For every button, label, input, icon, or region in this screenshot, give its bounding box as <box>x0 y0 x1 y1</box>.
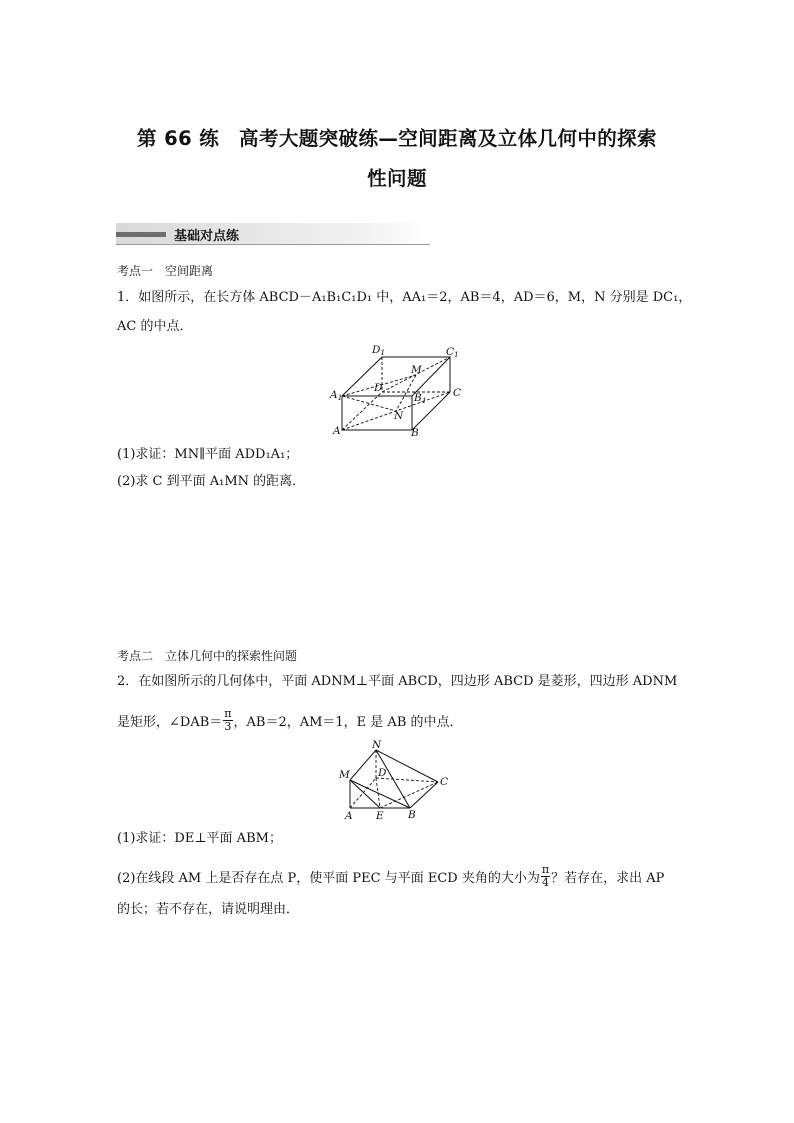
edge-me <box>350 780 380 808</box>
hidden-segment-mn <box>396 375 416 411</box>
problem-1-line-1: 1．如图所示，在长方体 ABCD－A₁B₁C₁D₁ 中，AA₁＝2，AB＝4，AD＝6，M，N 分别是 DC₁， <box>117 290 692 305</box>
fraction-pi-over-4-numerator: π <box>541 863 550 876</box>
label-a: A <box>345 810 353 822</box>
fraction-pi-over-3-denominator: 3 <box>224 720 232 733</box>
label-e: E <box>376 810 384 822</box>
label-c: C <box>440 776 449 788</box>
label-b: B <box>408 809 416 821</box>
banner-bar-decoration <box>116 232 166 237</box>
fraction-pi-over-3-numerator: π <box>224 707 232 720</box>
top-face-edges <box>342 357 450 396</box>
hidden-segment-ec <box>380 782 438 808</box>
label-b1: B1 <box>414 392 427 405</box>
problem-2-line-1: 2．在如图所示的几何体中，平面 ADNM⊥平面 ABCD，四边形 ABCD 是菱形，四边形 ADNM <box>117 674 678 689</box>
hidden-segment-de <box>376 778 380 808</box>
problem-2-question-2-line-2: 的长；若不存在，请说明理由． <box>117 902 300 917</box>
problem-2-question-1: (1)求证：DE⊥平面 ABM； <box>117 831 282 846</box>
problem-1-line-2: AC 的中点． <box>117 319 193 334</box>
label-b: B <box>411 427 419 438</box>
section-heading-2: 考点二 立体几何中的探索性问题 <box>117 649 298 663</box>
label-a: A <box>333 425 341 437</box>
label-c: C <box>453 387 462 399</box>
section-banner <box>116 223 430 245</box>
problem-2-question-2-start: (2)在线段 AM 上是否存在点 P，使平面 PEC 与平面 ECD 夹角的大小为 <box>117 871 540 886</box>
problem-2-line-2-end: ，AB＝2，AM＝1，E 是 AB 的中点． <box>233 715 463 730</box>
problem-1-question-2: (2)求 C 到平面 A₁MN 的距离． <box>117 474 306 489</box>
polyhedron-figure <box>336 738 456 824</box>
edge-mn <box>350 750 376 780</box>
banner-underline <box>116 244 430 245</box>
label-d: D <box>374 382 383 394</box>
edge-mb <box>350 780 410 808</box>
fraction-pi-over-3 <box>223 708 232 733</box>
page-title-line-2: 性问题 <box>367 167 427 190</box>
label-c1: C1 <box>446 346 459 359</box>
edge-bc <box>410 782 438 808</box>
problem-2-question-2-end: ？若存在，求出 AP <box>551 871 665 886</box>
label-n: N <box>372 739 382 751</box>
label-m: M <box>339 769 350 781</box>
label-n: N <box>394 410 404 422</box>
hidden-edge-ad <box>350 778 376 808</box>
fraction-pi-over-4 <box>541 864 550 889</box>
problem-2-line-2-start: 是矩形，∠DAB＝ <box>117 715 223 730</box>
section-heading-1: 考点一 空间距离 <box>117 264 214 278</box>
label-m: M <box>411 364 422 376</box>
hidden-segment-a1n <box>342 396 396 411</box>
page-title-line-1: 第 66 练 高考大题突破练—空间距离及立体几何中的探索 <box>137 127 657 150</box>
label-a1: A1 <box>330 389 343 402</box>
cuboid-figure <box>328 342 468 438</box>
banner-label: 基础对点练 <box>174 229 240 244</box>
problem-2-line-2 <box>117 707 463 735</box>
label-d: D <box>378 767 387 779</box>
fraction-pi-over-4-denominator: 4 <box>541 876 549 889</box>
label-d1: D1 <box>372 344 386 357</box>
problem-1-question-1: (1)求证：MN∥平面 ADD₁A₁； <box>117 447 299 462</box>
problem-2-question-2 <box>117 863 665 891</box>
